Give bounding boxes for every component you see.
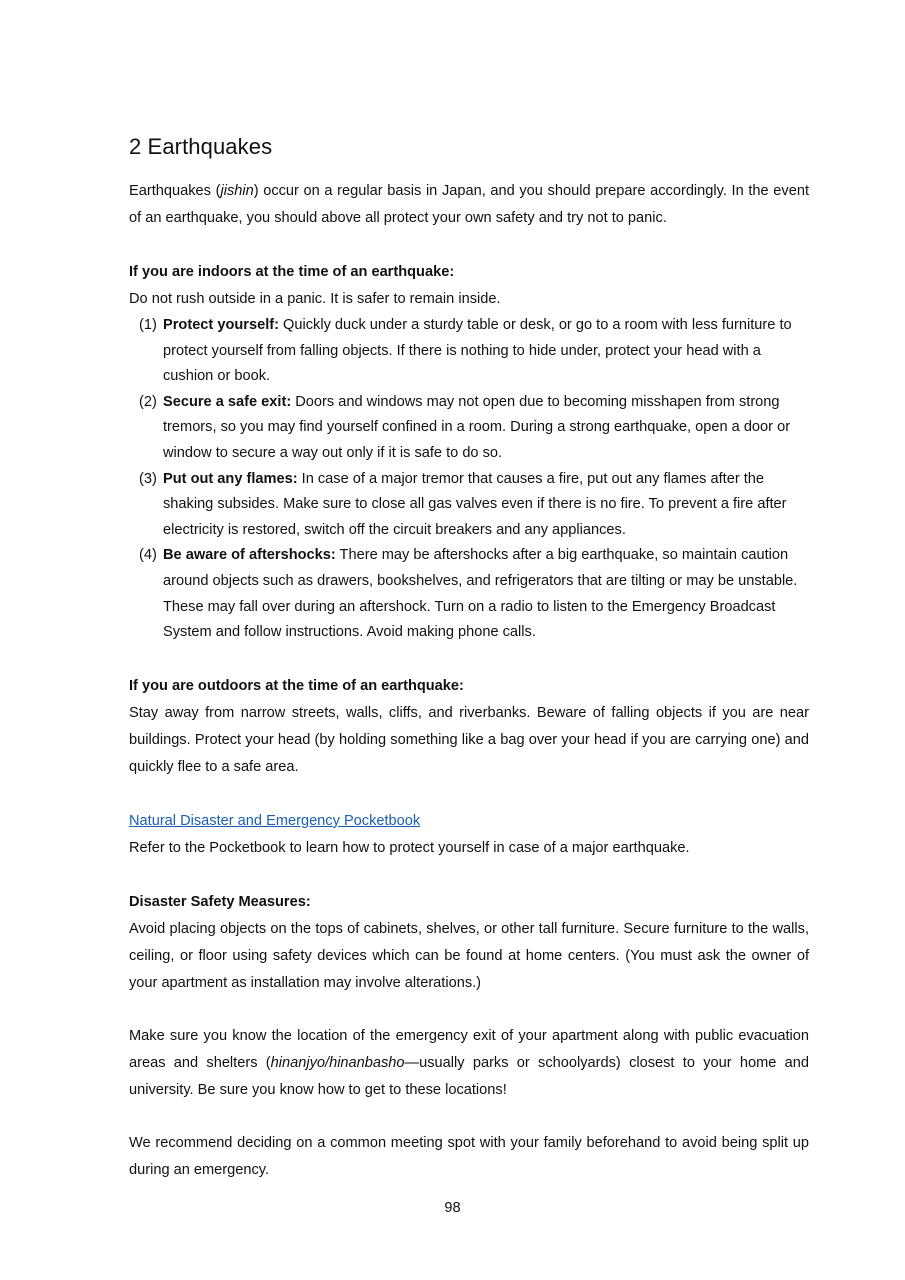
document-page xyxy=(129,128,809,1184)
item-label: Put out any flames: xyxy=(163,470,298,487)
outdoors-heading: If you are outdoors at the time of an earthquake: xyxy=(129,677,464,694)
measures-paragraph-3: We recommend deciding on a common meeting spot with your family beforehand to avoid being split up during an emergency. xyxy=(129,1134,809,1178)
measures-paragraph-2 xyxy=(129,1023,809,1104)
list-item xyxy=(129,467,809,544)
item-text: There may be aftershocks after a big earthquake, so maintain caution around objects such as drawers, bookshelves, and refrigerators that are tilting or may be unstable. These may fall over during an aftershock. Turn on a radio to listen to the Emergency Broadcast System and follow instructions. Avoid making phone calls. xyxy=(163,547,798,641)
pocketbook-paragraph: Refer to the Pocketbook to learn how to protect yourself in case of a major earthquake. xyxy=(129,839,690,856)
pocketbook-line xyxy=(129,808,809,835)
pocketbook-link[interactable]: Natural Disaster and Emergency Pocketbook xyxy=(129,812,421,829)
intro-term: jishin xyxy=(220,183,254,199)
item-text: Quickly duck under a sturdy table or desk, or go to a room with less furniture to protect yourself from falling objects. If there is nothing to hide under, protect your head with a cushion or book. xyxy=(163,317,792,385)
measures-heading: Disaster Safety Measures: xyxy=(129,893,311,910)
item-text: Doors and windows may not open due to becoming misshapen from strong tremors, so you may find yourself confined in a room. During a strong earthquake, open a door or window to secure a way out only if it is safe to do so. xyxy=(163,393,791,461)
item-number: (3) xyxy=(139,470,157,487)
indoors-heading: If you are indoors at the time of an earthquake: xyxy=(129,264,455,280)
intro-text-1: Earthquakes ( xyxy=(129,183,221,199)
intro-text-2: ) occur on a regular basis in Japan, and you should prepare accordingly. In the event of an earthquake, you should above all protect your own safety and try not to panic. xyxy=(129,183,809,226)
indoors-list xyxy=(129,313,809,646)
outdoors-paragraph: Stay away from narrow streets, walls, cliffs, and riverbanks. Beware of falling objects if you are near buildings. Protect your head (by holding something like a bag over your head if you are carrying one) and quickly flee to a safe area. xyxy=(129,704,809,775)
item-number: (1) xyxy=(139,317,157,333)
item-number: (2) xyxy=(139,393,157,410)
item-number: (4) xyxy=(139,547,157,564)
list-item xyxy=(129,543,809,645)
item-text: In case of a major tremor that causes a fire, put out any flames after the shaking subsides. Make sure to close all gas valves even if there is no fire. To prevent a fire after electricity is restored, switch off the circuit breakers and any appliances. xyxy=(163,470,787,538)
list-item xyxy=(129,313,809,390)
indoors-intro: Do not rush outside in a panic. It is safer to remain inside. xyxy=(129,291,501,307)
intro-paragraph xyxy=(129,178,809,232)
item-label: Secure a safe exit: xyxy=(163,393,292,410)
p2-text-2: —usually parks or schoolyards) closest to your home and university. Be sure you know how to get to these locations! xyxy=(129,1054,810,1098)
item-label: Protect yourself: xyxy=(163,317,279,333)
page-number: 98 xyxy=(444,1200,461,1216)
section-title: 2 Earthquakes xyxy=(129,134,273,159)
p2-text-1: Make sure you know the location of the emergency exit of your apartment along with public evacuation areas and shelters ( xyxy=(129,1027,809,1071)
list-item xyxy=(129,390,809,467)
item-label: Be aware of aftershocks: xyxy=(163,547,336,564)
p2-term: hinanjyo/hinanbasho xyxy=(270,1054,405,1071)
measures-paragraph-1: Avoid placing objects on the tops of cabinets, shelves, or other tall furniture. Secure furniture to the walls, ceiling, or floor using safety devices which can be found at home centers. (You must ask the owner of your apartment as installation may involve alterations.) xyxy=(129,920,809,991)
